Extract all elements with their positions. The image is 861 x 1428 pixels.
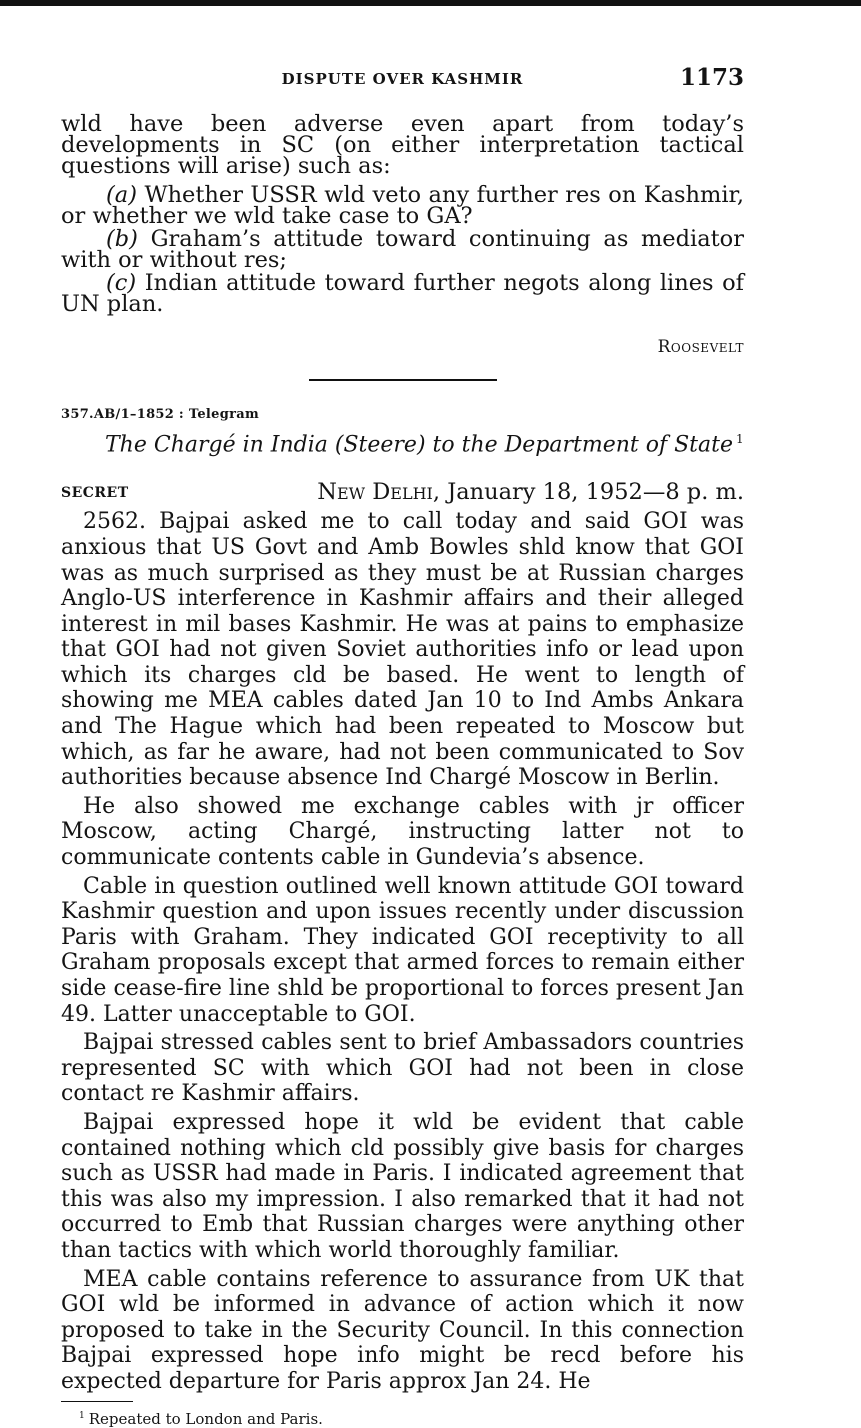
file-number: 357.AB/1–1852 : Telegram [61, 407, 260, 422]
place-date [317, 479, 744, 505]
item-label: (a) [106, 182, 137, 208]
footnote-ref: 1 [736, 432, 744, 446]
item-text: Graham’s attitude toward continuing as mediator with or without res; [61, 226, 744, 273]
paragraph: 2562. Bajpai asked me to call today and said GOI was anxious that US Govt and Amb Bowles shld know that GOI was as much surprised as they must be at Russian charges Anglo-US interference in Kashmir affairs and their alleged interest in mil bases Kashmir. He was at pains to emphasize that GOI had not given Soviet authorities info or lead upon which its charges cld be based. He went to length of showing me MEA cables dated Jan 10 to Ind Ambs Ankara and The Hague which had been repeated to Moscow but which, as far he aware, had not been communicated to Sov authorities because absence Ind Chargé Moscow in Berlin. [61, 509, 744, 791]
list-item [61, 270, 744, 317]
telegram-body [61, 509, 744, 1394]
continuation-text: wld have been adverse even apart from today’s developments in SC (on either interpretation tactical questions will arise) such as: [61, 111, 744, 179]
running-title: DISPUTE OVER KASHMIR [281, 70, 524, 88]
page-number: 1173 [679, 64, 744, 91]
item-text: Whether USSR wld veto any further res on Kashmir, or whether we wld take case to GA? [61, 182, 744, 229]
list-item [61, 226, 744, 273]
list-item [61, 182, 744, 229]
signature: Roosevelt [657, 337, 744, 357]
document-title-text: The Chargé in India (Steere) to the Department of State [105, 432, 733, 458]
running-head [61, 62, 744, 96]
paragraph: Bajpai expressed hope it wld be evident that cable contained nothing which cld possibly give basis for charges such as USSR had made in Paris. I indicated agreement that this was also my impression. I also remarked that it had not occurred to Emb that Russian charges were anything other than tactics with which world thoroughly familiar. [61, 1109, 744, 1263]
paragraph: Cable in question outlined well known attitude GOI toward Kashmir question and upon issues recently under discussion Paris with Graham. They indicated GOI receptivity to all Graham proposals except that armed forces to remain either side cease-fire line shld be proportional to forces present Jan 49. Latter unacceptable to GOI. [61, 873, 744, 1027]
item-text: Indian attitude toward further negots along lines of UN plan. [61, 270, 744, 317]
footnote-text: Repeated to London and Paris. [88, 1409, 323, 1428]
footnote-rule [61, 1401, 133, 1402]
item-label: (b) [106, 226, 138, 252]
page-top-border [0, 0, 861, 6]
item-label: (c) [106, 270, 137, 296]
footnote [61, 1410, 744, 1428]
paragraph: He also showed me exchange cables with jr officer Moscow, acting Chargé, instructing latter not to communicate contents cable in Gundevia’s absence. [61, 793, 744, 871]
page [61, 62, 744, 1428]
paragraph: Bajpai stressed cables sent to brief Ambassadors countries represented SC with which GOI had not been in close contact re Kashmir affairs. [61, 1030, 744, 1107]
question-list [61, 182, 744, 317]
date: January 18, 1952—8 p. m. [447, 479, 744, 506]
section-divider [309, 379, 497, 381]
dateline [61, 479, 744, 509]
paragraph: MEA cable contains reference to assurance from UK that GOI wld be informed in advance of action which it now proposed to take in the Security Council. In this connection Bajpai expressed hope info might be recd before his expected departure for Paris approx Jan 24. He [61, 1266, 744, 1394]
classification: SECRET [61, 485, 129, 502]
place: New Delhi, [317, 479, 441, 506]
document-title [61, 432, 744, 457]
footnote-mark: 1 [79, 1410, 85, 1421]
